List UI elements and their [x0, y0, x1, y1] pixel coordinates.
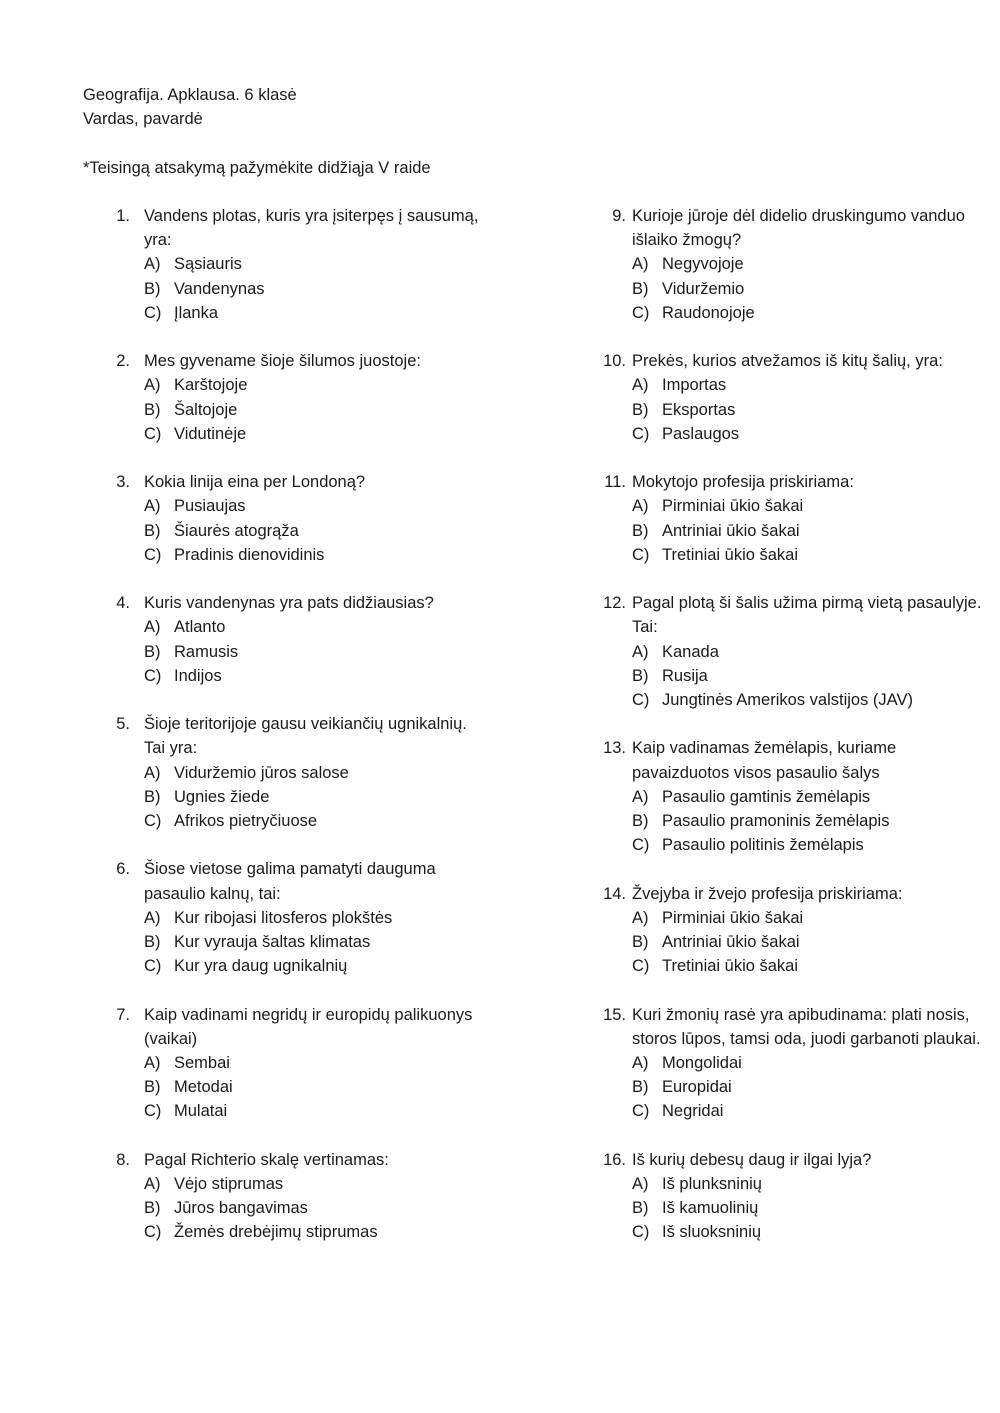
option-letter: A): [144, 497, 161, 516]
answer-option[interactable]: [632, 373, 983, 397]
answer-option[interactable]: [632, 1075, 983, 1099]
answer-option[interactable]: [144, 640, 480, 664]
answer-option[interactable]: [144, 954, 480, 978]
question-number: 7.: [116, 1005, 130, 1024]
option-letter: C): [632, 836, 650, 855]
question-text: Kokia linija eina per Londoną?: [144, 473, 366, 492]
question-2: [110, 349, 480, 446]
answer-option[interactable]: [144, 785, 480, 809]
option-text: Sąsiauris: [174, 255, 242, 274]
question-text: Šiose vietose galima pamatyti dauguma pasaulio kalnų, tai:: [144, 860, 436, 903]
right-column: [598, 204, 983, 1269]
option-text: Paslaugos: [662, 424, 740, 443]
option-letter: C): [144, 424, 162, 443]
option-letter: A): [632, 787, 649, 806]
answer-option[interactable]: [632, 930, 983, 954]
option-letter: A): [632, 1175, 649, 1194]
answer-option[interactable]: [632, 954, 983, 978]
question-12: [598, 591, 983, 712]
option-text: Žemės drebėjimų stiprumas: [174, 1223, 378, 1242]
answer-option[interactable]: [632, 906, 983, 930]
answer-option[interactable]: [632, 664, 983, 688]
answer-option[interactable]: [632, 640, 983, 664]
answer-option[interactable]: [144, 301, 480, 325]
answer-option[interactable]: [144, 519, 480, 543]
option-letter: A): [144, 255, 161, 274]
option-text: Indijos: [174, 666, 222, 685]
option-text: Antriniai ūkio šakai: [662, 933, 800, 952]
option-text: Iš kamuolinių: [662, 1199, 759, 1218]
option-letter: C): [632, 1223, 650, 1242]
option-letter: A): [632, 255, 649, 274]
question-6: [110, 857, 480, 978]
option-letter: C): [632, 303, 650, 322]
answer-option[interactable]: [632, 519, 983, 543]
answer-option[interactable]: [632, 785, 983, 809]
question-text: Kaip vadinami negridų ir europidų palikuonys (vaikai): [144, 1005, 473, 1048]
option-letter: B): [144, 279, 161, 298]
option-text: Kanada: [662, 642, 719, 661]
question-number: 16.: [603, 1150, 626, 1169]
question-13: [598, 736, 983, 857]
option-text: Pusiaujas: [174, 497, 246, 516]
question-number: 13.: [603, 739, 626, 758]
option-letter: A): [144, 1054, 161, 1073]
option-text: Mulatai: [174, 1102, 228, 1121]
question-number: 6.: [116, 860, 130, 879]
option-letter: B): [144, 787, 161, 806]
question-text: Šioje teritorijoje gausu veikiančių ugnikalnių. Tai yra:: [144, 715, 467, 758]
option-letter: C): [144, 957, 162, 976]
option-text: Pirminiai ūkio šakai: [662, 497, 804, 516]
answer-option[interactable]: [632, 1196, 983, 1220]
answer-option[interactable]: [632, 301, 983, 325]
document-title: Geografija. Apklausa. 6 klasė: [83, 86, 297, 104]
answer-option[interactable]: [144, 422, 480, 446]
question-number: 4.: [116, 594, 130, 613]
option-text: Mongolidai: [662, 1054, 742, 1073]
option-text: Vėjo stiprumas: [174, 1175, 284, 1194]
option-text: Negyvojoje: [662, 255, 744, 274]
option-letter: A): [144, 763, 161, 782]
answer-option[interactable]: [144, 664, 480, 688]
option-text: Šaltojoje: [174, 400, 238, 419]
option-letter: B): [144, 1199, 161, 1218]
question-text: Kurioje jūroje dėl didelio druskingumo vanduo išlaiko žmogų?: [632, 207, 965, 250]
answer-option[interactable]: [144, 543, 480, 567]
question-8: [110, 1148, 480, 1245]
option-text: Sembai: [174, 1054, 230, 1073]
option-letter: B): [632, 1199, 649, 1218]
instruction: *Teisingą atsakymą pažymėkite didžiąja V raide: [83, 159, 431, 177]
option-letter: C): [144, 303, 162, 322]
option-letter: C): [144, 545, 162, 564]
question-number: 14.: [603, 884, 626, 903]
answer-option[interactable]: [144, 252, 480, 276]
question-text: Prekės, kurios atvežamos iš kitų šalių, yra:: [632, 352, 943, 371]
question-number: 15.: [603, 1005, 626, 1024]
option-text: Pasaulio pramoninis žemėlapis: [662, 812, 890, 831]
answer-option[interactable]: [144, 277, 480, 301]
question-number: 10.: [603, 352, 626, 371]
option-letter: C): [632, 691, 650, 710]
option-letter: A): [632, 376, 649, 395]
option-text: Iš plunksninių: [662, 1175, 762, 1194]
answer-option[interactable]: [632, 543, 983, 567]
left-column: [110, 204, 480, 1269]
answer-option[interactable]: [144, 761, 480, 785]
option-text: Pradinis dienovidinis: [174, 545, 325, 564]
option-text: Pirminiai ūkio šakai: [662, 908, 804, 927]
question-number: 11.: [604, 473, 626, 492]
option-text: Įlanka: [174, 303, 219, 322]
question-text: Kuri žmonių rasė yra apibudinama: plati nosis, storos lūpos, tamsi oda, juodi garbanoti plaukai.: [632, 1005, 981, 1048]
option-letter: A): [632, 1054, 649, 1073]
option-text: Kur ribojasi litosferos plokštės: [174, 908, 393, 927]
option-text: Ramusis: [174, 642, 239, 661]
question-10: [598, 349, 983, 446]
option-letter: B): [632, 812, 649, 831]
option-text: Metodai: [174, 1078, 233, 1097]
question-9: [598, 204, 983, 325]
question-15: [598, 1003, 983, 1124]
option-letter: B): [144, 400, 161, 419]
option-text: Pasaulio gamtinis žemėlapis: [662, 787, 871, 806]
question-7: [110, 1003, 480, 1124]
answer-option[interactable]: [632, 1172, 983, 1196]
answer-option[interactable]: [632, 1099, 983, 1123]
option-letter: B): [144, 642, 161, 661]
option-letter: B): [632, 1078, 649, 1097]
option-text: Vandenynas: [174, 279, 265, 298]
answer-option[interactable]: [144, 1172, 480, 1196]
option-letter: C): [144, 812, 162, 831]
answer-option[interactable]: [144, 615, 480, 639]
answer-option[interactable]: [144, 398, 480, 422]
option-letter: B): [144, 933, 161, 952]
answer-option[interactable]: [144, 1099, 480, 1123]
option-text: Tretiniai ūkio šakai: [662, 545, 799, 564]
question-16: [598, 1148, 983, 1245]
answer-option[interactable]: [144, 930, 480, 954]
question-text: Mokytojo profesija priskiriama:: [632, 473, 854, 492]
question-text: Vandens plotas, kuris yra įsiterpęs į sausumą, yra:: [144, 207, 479, 250]
question-number: 9.: [612, 207, 626, 225]
answer-option[interactable]: [144, 906, 480, 930]
option-letter: B): [144, 521, 161, 540]
question-number: 12.: [603, 594, 626, 613]
option-text: Negridai: [662, 1102, 724, 1121]
question-14: [598, 882, 983, 979]
option-text: Karštojoje: [174, 376, 248, 395]
option-text: Iš sluoksninių: [662, 1223, 762, 1242]
question-3: [110, 470, 480, 567]
question-text: Mes gyvename šioje šilumos juostoje:: [144, 352, 421, 371]
option-letter: C): [632, 957, 650, 976]
option-text: Jungtinės Amerikos valstijos (JAV): [662, 691, 913, 710]
option-text: Atlanto: [174, 618, 226, 637]
option-letter: B): [632, 933, 649, 952]
option-letter: A): [632, 908, 649, 927]
option-text: Kur yra daug ugnikalnių: [174, 957, 348, 976]
question-text: Kuris vandenynas yra pats didžiausias?: [144, 594, 434, 613]
answer-option[interactable]: [632, 809, 983, 833]
option-text: Afrikos pietryčiuose: [174, 812, 318, 831]
option-text: Antriniai ūkio šakai: [662, 521, 800, 540]
answer-option[interactable]: [632, 277, 983, 301]
option-text: Vidutinėje: [174, 424, 247, 443]
question-number: 5.: [116, 715, 130, 734]
question-text: Žvejyba ir žvejo profesija priskiriama:: [632, 884, 903, 903]
option-letter: B): [632, 521, 649, 540]
option-text: Ugnies žiede: [174, 787, 270, 806]
answer-option[interactable]: [632, 833, 983, 857]
option-letter: C): [144, 1223, 162, 1242]
answer-option[interactable]: [632, 1051, 983, 1075]
answer-option[interactable]: [144, 1196, 480, 1220]
option-text: Tretiniai ūkio šakai: [662, 957, 799, 976]
answer-option[interactable]: [144, 373, 480, 397]
option-letter: A): [144, 376, 161, 395]
answer-option[interactable]: [144, 1075, 480, 1099]
question-text: Pagal Richterio skalę vertinamas:: [144, 1150, 389, 1169]
question-text: Kaip vadinamas žemėlapis, kuriame pavaizduotos visos pasaulio šalys: [632, 739, 897, 782]
option-letter: C): [632, 424, 650, 443]
header: [83, 83, 297, 131]
question-text: Iš kurių debesų daug ir ilgai lyja?: [632, 1150, 872, 1169]
option-letter: C): [144, 666, 162, 685]
option-letter: B): [632, 279, 649, 298]
option-letter: A): [144, 618, 161, 637]
option-letter: C): [632, 1102, 650, 1121]
question-5: [110, 712, 480, 833]
answer-option[interactable]: [632, 494, 983, 518]
answer-option[interactable]: [632, 252, 983, 276]
option-text: Viduržemio jūros salose: [174, 763, 349, 782]
answer-option[interactable]: [144, 1220, 480, 1244]
option-text: Pasaulio politinis žemėlapis: [662, 836, 864, 855]
option-letter: A): [632, 642, 649, 661]
answer-option[interactable]: [144, 494, 480, 518]
answer-option[interactable]: [144, 809, 480, 833]
question-number: 1.: [116, 207, 130, 225]
name-line: Vardas, pavardė: [83, 110, 203, 129]
option-letter: C): [632, 545, 650, 564]
option-letter: B): [144, 1078, 161, 1097]
answer-option[interactable]: [632, 688, 983, 712]
question-text: Pagal plotą ši šalis užima pirmą vietą pasaulyje. Tai:: [632, 594, 982, 637]
answer-option[interactable]: [632, 398, 983, 422]
question-11: [598, 470, 983, 567]
option-letter: A): [144, 908, 161, 927]
option-text: Viduržemio: [662, 279, 745, 298]
option-text: Kur vyrauja šaltas klimatas: [174, 933, 371, 952]
question-1: [110, 204, 480, 325]
option-text: Eksportas: [662, 400, 736, 419]
option-text: Raudonojoje: [662, 303, 755, 322]
question-number: 2.: [116, 352, 130, 371]
option-letter: C): [144, 1102, 162, 1121]
option-letter: A): [632, 497, 649, 516]
option-text: Importas: [662, 376, 727, 395]
question-number: 3.: [116, 473, 130, 492]
answer-option[interactable]: [632, 1220, 983, 1244]
option-letter: B): [632, 666, 649, 685]
option-text: Rusija: [662, 666, 708, 685]
question-number: 8.: [116, 1150, 130, 1169]
question-4: [110, 591, 480, 688]
answer-option[interactable]: [144, 1051, 480, 1075]
option-text: Europidai: [662, 1078, 732, 1097]
option-text: Šiaurės atogrąža: [174, 521, 299, 540]
answer-option[interactable]: [632, 422, 983, 446]
option-letter: A): [144, 1175, 161, 1194]
option-letter: B): [632, 400, 649, 419]
option-text: Jūros bangavimas: [174, 1199, 308, 1218]
